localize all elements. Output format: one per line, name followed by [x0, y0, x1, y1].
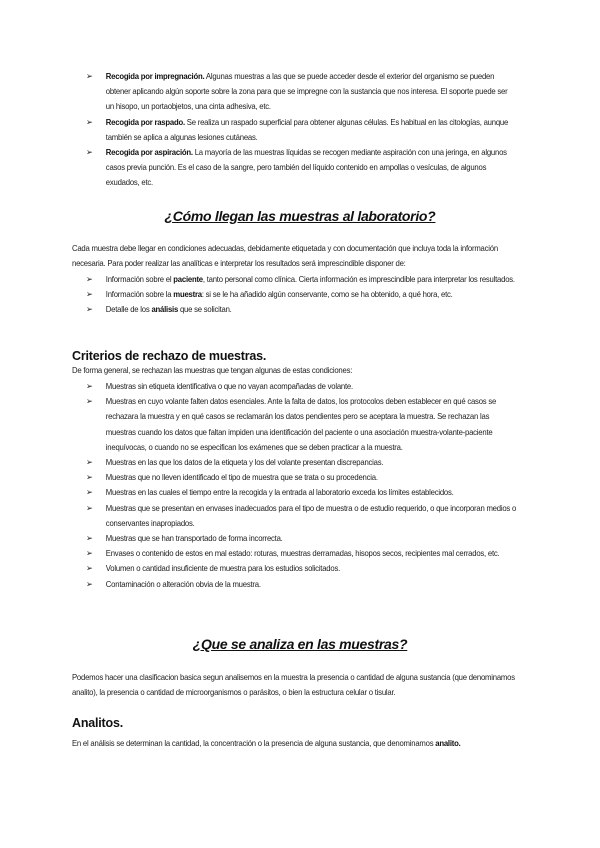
list-item: ➢ Muestras que no lleven identificado el tipo de muestra que se trata o su procedencia. — [86, 470, 516, 485]
list-item: ➢ Muestras que se han transportado de forma incorrecta. — [86, 531, 516, 546]
arrow-bullet-icon: ➢ — [86, 381, 93, 391]
arrow-bullet-icon: ➢ — [86, 147, 93, 158]
arrow-bullet-icon: ➢ — [86, 289, 93, 300]
list-item — [86, 69, 516, 115]
list-item: ➢ Detalle de los análisis que se solicitan. — [86, 302, 516, 317]
list-item — [86, 115, 516, 145]
list-item: ➢ Muestras sin etiqueta identificativa o que no vayan acompañadas de volante. — [86, 379, 516, 394]
arrow-bullet-icon: ➢ — [86, 71, 93, 81]
item-label: Recogida por impregnación. — [105, 71, 205, 81]
list-item: ➢ Información sobre la muestra: si se le ha añadido algún conservante, como se ha obtenido, a qué hora, etc. — [86, 287, 516, 302]
arrow-bullet-icon: ➢ — [86, 578, 93, 589]
list-item: ➢ Muestras en las cuales el tiempo entre la recogida y la entrada al laboratorio exceda los límites establecidos. — [86, 485, 516, 500]
required-info-list — [86, 272, 516, 318]
rejection-intro: De forma general, se rechazan las muestras que tengan algunas de estas condiciones: — [72, 365, 353, 375]
list-item: ➢ Muestras en las que los datos de la etiqueta y los del volante presentan discrepancias. — [86, 455, 516, 470]
arrow-bullet-icon: ➢ — [86, 487, 93, 498]
arrow-bullet-icon: ➢ — [86, 472, 93, 483]
arrow-bullet-icon: ➢ — [86, 116, 93, 127]
list-item: ➢ Información sobre el paciente, tanto personal como clínica. Cierta información es imprescindible para interpretar los resultados. — [86, 272, 516, 287]
list-item: ➢ Envases o contenido de estos en mal estado: roturas, muestras derramadas, hisopos secos, recipientes mal cerrados, etc. — [86, 546, 516, 561]
arrow-bullet-icon: ➢ — [86, 274, 93, 284]
item-text: La mayoría de las muestras líquidas se recogen mediante aspiración con una jeringa, en algunos casos previa punción. Es el caso de la sangre, pero también del líquido contenido en ampollas o vesículas, de algunos exudados, etc. — [105, 147, 507, 188]
item-label: Recogida por raspado. — [105, 116, 185, 127]
list-item — [86, 145, 516, 191]
item-label: Recogida por aspiración. — [105, 147, 193, 158]
rejection-criteria-list — [86, 379, 516, 592]
rejection-criteria-heading: Criterios de rechazo de muestras. — [72, 349, 267, 363]
arrow-bullet-icon: ➢ — [86, 457, 93, 468]
arrow-bullet-icon: ➢ — [86, 396, 93, 407]
list-item: ➢ Muestras en cuyo volante falten datos esenciales. Ante la falta de datos, los protocolos deben establecer en qué casos se rechazara la muestra y en qué casos se reclamarán los datos pendientes pero se aceptara la muestra. Se rechazan las muestras cuando los datos que faltan impiden una identificación del paciente o una asociación muestra-volante-paciente inequívocas, o cuando no se especifican los exámenes que se deben practicar a la muestra. — [86, 396, 497, 452]
arrival-intro: Cada muestra debe llegar en condiciones adecuadas, debidamente etiquetada y con documentación que incluya toda la información necesaria. Para poder realizar las analíticas e interpretar los resultados será imprescindible disponer de: — [72, 243, 498, 269]
item-text: Algunas muestras a las que se puede acceder desde el exterior del organismo se pueden obtener aplicando algún soporte sobre la zona para que se impregne con la sustancia que nos interesa. El soporte puede ser un hisopo, un portaobjetos, una cinta adhesiva, etc. — [105, 71, 508, 112]
section-heading-arrival: ¿Cómo llegan las muestras al laboratorio? — [164, 208, 436, 224]
section-heading-analysis: ¿Que se analiza en las muestras? — [192, 636, 408, 652]
collection-methods-list — [86, 69, 516, 191]
arrow-bullet-icon: ➢ — [86, 533, 93, 544]
arrow-bullet-icon: ➢ — [86, 502, 93, 513]
arrow-bullet-icon: ➢ — [86, 548, 93, 559]
item-text: Se realiza un raspado superficial para obtener algunas células. Es habitual en las citologías, aunque también se aplica a algunas lesiones cutáneas. — [105, 116, 509, 142]
analitos-paragraph: En el análisis se determinan la cantidad, la concentración o la presencia de alguna sustancia, que denominamos analito. — [72, 738, 461, 748]
analitos-heading: Analitos. — [72, 716, 123, 730]
list-item: ➢ Muestras que se presentan en envases inadecuados para el tipo de muestra o de estudio requerido, o que incorporan medios o conservantes inapropiados. — [86, 502, 517, 528]
list-item: ➢ Volumen o cantidad insuficiente de muestra para los estudios solicitados. — [86, 561, 516, 576]
arrow-bullet-icon: ➢ — [86, 304, 93, 315]
arrow-bullet-icon: ➢ — [86, 563, 93, 574]
list-item: ➢ Contaminación o alteración obvia de la muestra. — [86, 577, 516, 592]
analysis-intro: Podemos hacer una clasificacion basica segun analisemos en la muestra la presencia o cantidad de alguna sustancia (que denominamos analito), la presencia o cantidad de microorganismos o parásitos, o bien la estructura celular o tisular. — [72, 672, 515, 698]
